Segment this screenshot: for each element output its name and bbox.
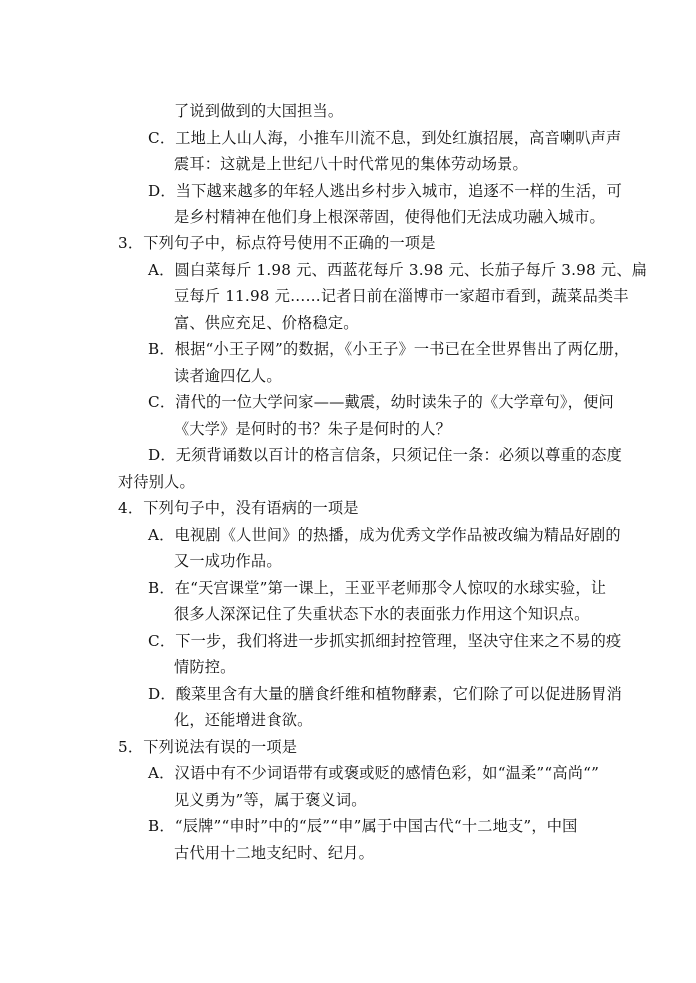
option-continuation: 很多人深深记住了失重状态下水的表面张力作用这个知识点。 [174, 605, 590, 623]
option-continuation: 古代用十二地支纪时、纪月。 [174, 844, 375, 862]
option-continuation: 化，还能增进食欲。 [174, 711, 313, 729]
option-d: D．酸菜里含有大量的膳食纤维和植物酵素，它们除了可以促进肠胃消 [148, 685, 623, 703]
option-a: A．电视剧《人世间》的热播，成为优秀文学作品被改编为精品好剧的 [148, 526, 621, 544]
option-d: D．无须背诵数以百计的格言信条，只须记住一条：必须以尊重的态度 [148, 446, 623, 464]
option-b: B．“辰牌”“申时”中的“辰”“申”属于中国古代“十二地支”，中国 [148, 817, 578, 835]
option-continuation: 是乡村精神在他们身上根深蒂固，使得他们无法成功融入城市。 [174, 208, 605, 226]
option-continuation: 了说到做到的大国担当。 [174, 102, 344, 120]
option-d: D．当下越来越多的年轻人逃出乡村步入城市，追逐不一样的生活，可 [148, 182, 623, 200]
option-a: A．汉语中有不少词语带有或褒或贬的感情色彩，如“温柔”“高尚“” [148, 764, 600, 782]
option-continuation: 见义勇为”等，属于褒义词。 [174, 791, 367, 809]
option-continuation: 读者逾四亿人。 [174, 367, 282, 385]
option-continuation: 《大学》是何时的书？朱子是何时的人？ [174, 420, 451, 438]
option-continuation: 富、供应充足、价格稳定。 [174, 314, 359, 332]
option-continuation: 震耳：这就是上世纪八十时代常见的集体劳动场景。 [174, 155, 528, 173]
option-continuation: 对待别人。 [118, 473, 195, 491]
option-continuation: 情防控。 [174, 658, 236, 676]
option-a: A．圆白菜每斤 1.98 元、西蓝花每斤 3.98 元、长茄子每斤 3.98 元、扁 [148, 261, 648, 279]
option-continuation: 豆每斤 11.98 元……记者日前在淄博市一家超市看到，蔬菜品类丰 [174, 287, 629, 305]
option-b: B．在“天宫课堂”第一课上，王亚平老师那令人惊叹的水球实验，让 [148, 579, 607, 597]
option-c: C．清代的一位大学问家——戴震，幼时读朱子的《大学章句》，便问 [148, 393, 614, 411]
question-3: 3．下列句子中，标点符号使用不正确的一项是 [118, 234, 436, 252]
option-c: C．工地上人山人海，小推车川流不息，到处红旗招展，高音喇叭声声 [148, 129, 622, 147]
option-continuation: 又一成功作品。 [174, 552, 282, 570]
question-5: 5．下列说法有误的一项是 [118, 738, 298, 756]
option-c: C．下一步，我们将进一步抓实抓细封控管理，坚决守住来之不易的疫 [148, 632, 622, 650]
option-b: B．根据“小王子网”的数据，《小王子》一书已在全世界售出了两亿册， [148, 340, 630, 358]
question-4: 4．下列句子中，没有语病的一项是 [118, 499, 359, 517]
